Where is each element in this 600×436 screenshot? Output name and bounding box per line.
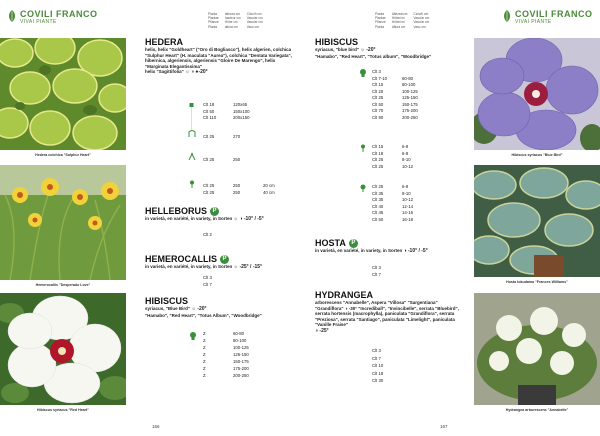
hibiscus-right-g3-cell: Clt 50 [372,216,384,222]
hibiscus-right-g3-cell: 8-10 [402,190,411,196]
legend-text: Vaso cm [413,24,426,29]
legend-right [375,12,429,29]
hibiscus-left-desc: syriacus, "Blue Bird" [145,306,191,311]
hibiscus-left-cell: Z [203,331,206,336]
hibiscus-right-g2-cell: Clt 18 [372,150,384,156]
legend-text: Ciclo/h cm [413,12,429,16]
hibiscus-right-g1-cell: Clt 50 [372,101,384,107]
legend-text: Ciclo/h cm [246,12,262,16]
hedera-g1-cell: Clt 18 [203,102,215,107]
hedera-desc2: helix "Sagittifolia" [145,69,184,74]
perennial-badge-icon: P [220,255,229,264]
hibiscus-left-title: HIBISCUS [145,296,189,306]
legend-column [208,12,219,29]
hedera-g1-cell: 120x65 [233,102,248,107]
brand-tagline: VIVAI PIANTE [20,19,57,25]
hedera-g1-cell: Clt 50 [203,108,215,114]
hibiscus-right-g1-cell: 175-200 [402,108,418,113]
legend-text: Höhe/cm [391,20,405,25]
legend-column [375,12,386,29]
hibiscus-right-g2-cell: 6-8 [402,150,409,156]
hosta-desc: in varietà, en variété, in variety, in Sorten [315,248,403,253]
hibiscus-left-cell: Z [203,352,206,357]
hibiscus-right-g2-cell: Clt 15 [372,144,384,149]
legend-text: Vaso/ar cm [246,20,263,25]
legend-text: Planta [375,24,385,29]
brand-name-right: COVILI FRANCO [515,9,593,19]
hibiscus-right-g3-cell: Clt 45 [372,210,384,215]
hydrangea-desc: arborescens "Annabelle", Aspera "Villosa" "Sargentiana" "Grandiflora" ◑ -30° "Incrediball", "Invincibelle", serrata "Bluebird", serrata hortensis (macrophylla), paniculata "Grandiflora", serrata "Preziosa", serrata "Santiago", paniculata "Limelight", paniculata "Vanille Fraise" [315,300,459,327]
hedera-g2-cell: Clt 25 [203,134,215,139]
bush-icon [359,69,367,77]
legend-text: Pflanze [375,20,386,25]
hemerocallis-cell: Clt 3 [203,275,212,280]
legend-text: Plantae [375,16,386,21]
section-hosta [315,238,465,255]
hibiscus-right-g1-cell: Clt 3 [372,69,381,74]
brand-name: COVILI FRANCO [20,9,98,19]
legend-text: Pflanze [208,20,219,25]
hibiscus-left-cell: 80-100 [233,338,247,343]
hosta-title: HOSTA [315,238,346,248]
hosta-symbols: ◑ -10° / -5° [403,248,428,254]
hibiscus-right-g2-cell: 8-10 [402,157,411,162]
hibiscus-left-cell: 175-200 [233,366,249,371]
hibiscus-right-g1-cell: Clt 7-10 [372,75,388,81]
hibiscus-right-g3-cell: Clt 35 [372,190,384,196]
hibiscus-left-cell: Z [203,366,206,371]
hibiscus-left-cell: Z [203,373,206,378]
hydrangea-title: HYDRANGEA [315,290,374,300]
hedera-g4-cell: Clt 25 [203,183,215,188]
caption-hydrangea: Hydrangea arborescens "Annabelle" [505,408,569,412]
caption-hibiscus-red-heart: Hibiscus syriacus "Red Heart" [37,408,89,412]
helleborus-desc: in varietà, en variété, in variety, in Sorten [145,216,233,221]
hibiscus-right-g3-cell: 16-18 [402,216,413,222]
standard-icon [359,144,367,152]
perennial-badge-icon: P [349,239,358,248]
hibiscus-right-g1-cell: Clt 25 [372,95,384,100]
legend-left [208,12,263,29]
leaf-logo-icon [502,9,512,23]
hibiscus-right-g2-cell: 6-8 [402,144,409,149]
legend-text: Vaso/ar cm [413,16,430,21]
hedera-g2-cell: 270 [233,134,241,139]
hibiscus-right-g3-cell: 6-8 [402,184,409,189]
hibiscus-right-g2-cell: Clt 25 [372,157,384,162]
hedera-g1-cell: 150x100 [233,108,250,114]
section-hibiscus-left [145,296,295,318]
hibiscus-right-g1-cell: 100-125 [402,88,418,94]
hibiscus-right-g1-cell: 80-100 [402,82,416,87]
legend-text: altura cm [224,24,238,29]
hedera-g4-cell: 250 [233,189,241,195]
hemerocallis-desc: in varietà, en variété, in variety, in Sorten [145,264,233,269]
hibiscus-right-symbols: ☼ -20° [360,47,376,53]
caption-hosta: Hosta tokudama "Frances Williams" [506,280,568,284]
hibiscus-right-desc: syriacus, "blue bird" [315,47,360,52]
helleborus-symbols: ☼ ◑ -10° / -5° [233,216,264,222]
photo-hydrangea [474,293,600,405]
hibiscus-right-g3-cell: Clt 40 [372,203,384,209]
photo-hibiscus-blue-bird [474,38,600,150]
page-number-left: 166 [152,424,160,429]
hibiscus-left-cell: 150-175 [233,359,249,364]
hibiscus-left-cell: 200-250 [233,373,249,378]
hibiscus-right-g1-cell: Clt 90 [372,114,384,120]
legend-text: Vaso/ar cm [246,16,263,21]
legend-text: hauteur cm [224,16,241,21]
hibiscus-left-cell: 60-80 [233,331,244,336]
hedera-desc: helix, helix "Goldheart" ("Oro di Bogliasco"), helix algerien, colchica "Sulphur Heart" (H. maculata "Aurea"), colchica "Dentata Variegata", hibernica, algeriensis, algeriensis "Gloire De Marengo", helix "Marginata Elegantissima" [145,47,292,69]
legend-column [413,12,429,29]
hedera-g1-cell: 200x150 [233,115,250,120]
page-number-right: 167 [440,424,448,429]
hydrangea-cell: Clt 10 [372,363,384,368]
hibiscus-right-g2-cell: 10-12 [402,163,413,169]
hibiscus-left-cell: 125-150 [233,352,249,357]
hibiscus-left-cell: 100-125 [233,345,249,350]
hibiscus-right-g1-cell: 60-80 [402,75,413,81]
legend-text: Höhe/cm [391,16,405,21]
hibiscus-left-cell: Z [203,345,206,350]
legend-text: altezza cm [224,12,241,16]
hemerocallis-symbols: ☼ -25° / -15° [233,264,263,270]
hibiscus-right-g3-cell: Clt 25 [372,184,384,189]
trellis-icon [188,130,196,138]
hibiscus-right-g1-cell: 125-150 [402,95,418,100]
hydrangea-cell: Clt 3 [372,348,381,353]
hedera-g4-cell: Clt 25 [203,189,215,195]
hibiscus-right-g3-cell: Clt 35 [372,197,384,202]
half-standard-icon [359,184,367,192]
hosta-cell: Clt 7 [372,271,381,277]
hibiscus-right-g1-cell: 150-175 [402,101,418,107]
section-helleborus [145,206,295,223]
legend-column [225,12,241,29]
photo-hibiscus-red-heart [0,293,126,405]
legend-text: Pianta [375,12,385,16]
caption-hibiscus-blue-bird: Hibiscus syriacus "Blue Bird" [511,153,563,157]
pot-icon [189,103,194,133]
section-hedera [145,37,295,76]
legend-column [247,12,263,29]
photo-hedera [0,38,126,150]
section-hemerocallis [145,254,295,271]
photo-hosta [474,165,600,277]
hibiscus-left-symbols: ☼ -20° [191,306,207,312]
caption-hemerocallis: Hemerocallis "Desperado Love" [35,283,91,287]
legend-text: Höhe cm [224,20,238,25]
hibiscus-right-desc2: "Hamabo", "Red Heart", "Totus album", "Woodbridge" [315,53,432,59]
legend-text: Vaso cm [246,24,259,29]
hibiscus-right-g1-cell: 200-250 [402,114,418,120]
hedera-symbols: ☼ ◑ ●-20° [185,69,208,75]
hydrangea-symbols: ◑ -25° [315,327,329,334]
hedera-title: HEDERA [145,37,184,47]
hedera-g4-cell: 20 cm [263,183,275,188]
hibiscus-right-g3-cell: 14-16 [402,210,413,215]
brand-logo [7,9,98,25]
legend-text: Altezza/cm [391,12,408,16]
hydrangea-cell: Clt 30 [372,378,384,383]
legend-column [392,12,408,29]
legend-text: Pianta [208,12,218,16]
hemerocallis-cell: Clt 7 [203,281,212,287]
caption-hedera: Hedera colchica "Sulphur Heart" [35,153,91,157]
leaf-logo-icon [7,9,17,23]
pyramid-icon [188,153,196,161]
legend-text: Vaso/ar cm [413,20,430,25]
section-hydrangea [315,290,465,334]
hedera-g1-cell: Clt 110 [203,115,217,120]
hedera-g4-cell: 250 [233,183,241,188]
perennial-badge-icon: P [210,207,219,216]
bush-icon [189,332,197,340]
hedera-g4-cell: 40 cm [263,189,275,195]
hibiscus-right-g3-cell: 10-12 [402,197,413,202]
hosta-cell: Clt 3 [372,265,381,270]
hibiscus-left-desc2: "Hamabo", "Red Heart", "Totus Album", "Woodbridge" [145,312,262,318]
section-hibiscus-right [315,37,465,59]
hibiscus-right-g3-cell: 12-14 [402,203,413,209]
hibiscus-right-g1-cell: Clt 70 [372,108,384,113]
brand-tagline-right: VIVAI PIANTE [515,19,552,25]
hibiscus-left-cell: Z [203,338,206,343]
hibiscus-right-g1-cell: Clt 20 [372,88,384,94]
hemerocallis-title: HEMEROCALLIS [145,254,217,264]
helleborus-title: HELLEBORUS [145,206,208,216]
hydrangea-cell: Clt 7 [372,355,381,361]
helleborus-cell: Clt 2 [203,232,212,237]
hydrangea-cell: Clt 18 [372,370,384,376]
legend-text: Altura cm [391,24,406,29]
brand-logo-right [502,9,593,25]
hibiscus-right-g1-cell: Clt 15 [372,82,384,87]
hedera-g3-cell: Clt 25 [203,157,215,162]
hibiscus-left-cell: Z [203,359,206,364]
standard-icon [188,180,196,188]
legend-text: Planta [208,24,218,29]
hedera-g3-cell: 250 [233,157,241,162]
hibiscus-right-g2-cell: Clt 25 [372,163,384,169]
right-page [300,0,600,436]
hibiscus-right-title: HIBISCUS [315,37,359,47]
legend-text: Plantae [208,16,219,21]
photo-hemerocallis [0,165,126,280]
